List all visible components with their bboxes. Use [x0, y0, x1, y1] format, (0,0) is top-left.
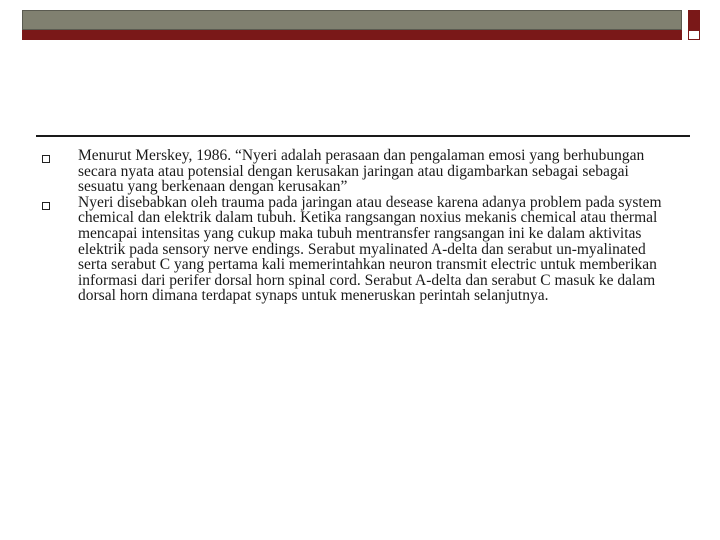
square-bullet-icon — [42, 155, 50, 163]
bullet-item-cause — [42, 195, 662, 304]
corner-block — [688, 10, 700, 30]
square-bullet-icon — [42, 202, 50, 210]
bullet-list — [42, 148, 662, 304]
bullet-text-definition: Menurut Merskey, 1986. “Nyeri adalah perasaan dan pengalaman emosi yang berhubungan secara nyata atau potensial dengan kerusakan jaringan atau digambarkan sebagai sebagai sesuatu yang berkenaan dengan kerusakan” — [78, 147, 645, 196]
header-band — [22, 10, 682, 30]
header-stripe — [22, 30, 682, 40]
bullet-item-definition — [42, 148, 662, 195]
corner-outline-block — [688, 30, 700, 40]
title-divider — [36, 135, 690, 137]
bullet-text-cause: Nyeri disebabkan oleh trauma pada jaringan atau desease karena adanya problem pada system chemical dan elektrik dalam tubuh. Ketika rangsangan noxius mekanis chemical atau thermal mencapai intensitas yang cukup maka tubuh mentransfer rangsangan ini ke dalam aktivitas elektrik pada sensory nerve endings. Serabut myalinated A-delta dan serabut un-myalinated serta serabut C yang pertama kali memerintahkan neuron transmit electric untuk memberikan informasi dari perifer dorsal horn spinal cord. Serabut A-delta dan serabut C masuk ke dalam dorsal horn dimana terdapat synaps untuk meneruskan perintah selanjutnya. — [78, 193, 662, 305]
